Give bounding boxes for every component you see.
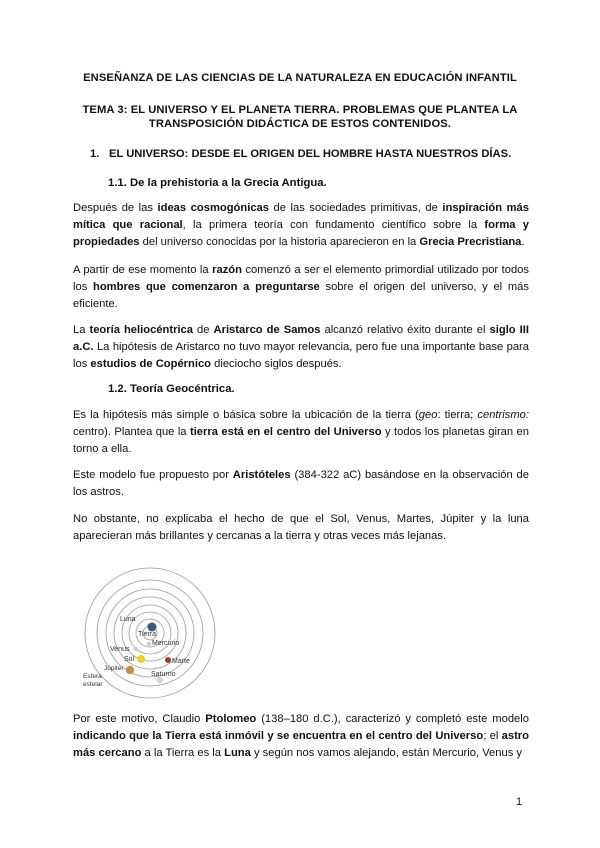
venus-marker [134,647,139,652]
jupiter-marker [126,666,134,674]
document-subtitle-line2: TRANSPOSICIÓN DIDÁCTICA DE ESTOS CONTENIDOS. [148,118,452,130]
paragraph-aristoteles: Este modelo fue propuesto por Aristóteles (384-322 aC) basándose en la observación de los astros. [73,469,529,499]
document-title: ENSEÑANZA DE LAS CIENCIAS DE LA NATURALEZA EN EDUCACIÓN INFANTIL [83,72,517,84]
label-jupiter: Júpiter [104,665,124,672]
label-venus: Venus [110,646,130,653]
label-esfera: Esfera [83,673,102,680]
paragraph-hipotesis: Es la hipótesis más simple o básica sobre la ubicación de la tierra (geo: tierra; centrismo: centro). Plantea que la tierra está en el centro del Universo y todos los planetas giran en torno a ella. [73,409,529,456]
paragraph-no-obstante: No obstante, no explicaba el hecho de que el Sol, Venus, Martes, Júpiter y la luna aparecieran más brillantes y cercanas a la tierra y otras veces más lejanas. [73,513,529,543]
label-luna: Luna [120,616,136,623]
label-sol: Sol [124,656,135,663]
page-number: 1 [516,796,523,808]
paragraph-ptolomeo: Por este motivo, Claudio Ptolomeo (138–180 d.C.), caracterizó y completó este modelo indicando que la Tierra está inmóvil y se encuentra en el centro del Universo; el astro más cercano a la Tierra es la Luna y según nos vamos alejando, están Mercurio, Venus y [73,713,529,760]
section-1-heading: EL UNIVERSO: DESDE EL ORIGEN DEL HOMBRE HASTA NUESTROS DÍAS. [109,148,512,160]
sun-marker [137,655,145,663]
geocentric-model-diagram [80,563,220,703]
label-estelar: estelar [83,681,103,688]
section-1-2-heading: 1.2. Teoría Geocéntrica. [108,383,235,395]
section-1-number: 1. [90,148,100,160]
label-mercurio: Mercurio [152,640,180,647]
paragraph-cosmogonicas: Después de las ideas cosmogónicas de las sociedades primitivas, de inspiración más mítica que racional, la primera teoría con fundamento científico sobre la forma y propiedades del universo conocidas por la historia aparecieron en la Grecia Precristiana. [73,202,529,249]
label-marte: Marte [172,658,190,665]
mars-marker [165,657,171,663]
section-1-1-heading: 1.1. De la prehistoria a la Grecia Antigua. [108,177,327,189]
label-saturno: Saturno [151,671,176,678]
paragraph-razon: A partir de ese momento la razón comenzó a ser el elemento primordial utilizado por todos los hombres que comenzaron a preguntarse sobre el origen del universo, y el más eficiente. [73,264,529,311]
document-subtitle-line1: TEMA 3: EL UNIVERSO Y EL PLANETA TIERRA. PROBLEMAS QUE PLANTEA LA [82,104,518,116]
mercury-marker [147,642,152,647]
paragraph-heliocentrica: La teoría heliocéntrica de Aristarco de Samos alcanzó relativo éxito durante el siglo III a.C. La hipótesis de Aristarco no tuvo mayor relevancia, pero fue una importante base para los estudios de Copérnico dieciocho siglos después. [73,324,529,371]
label-tierra: Tierra [138,631,157,638]
